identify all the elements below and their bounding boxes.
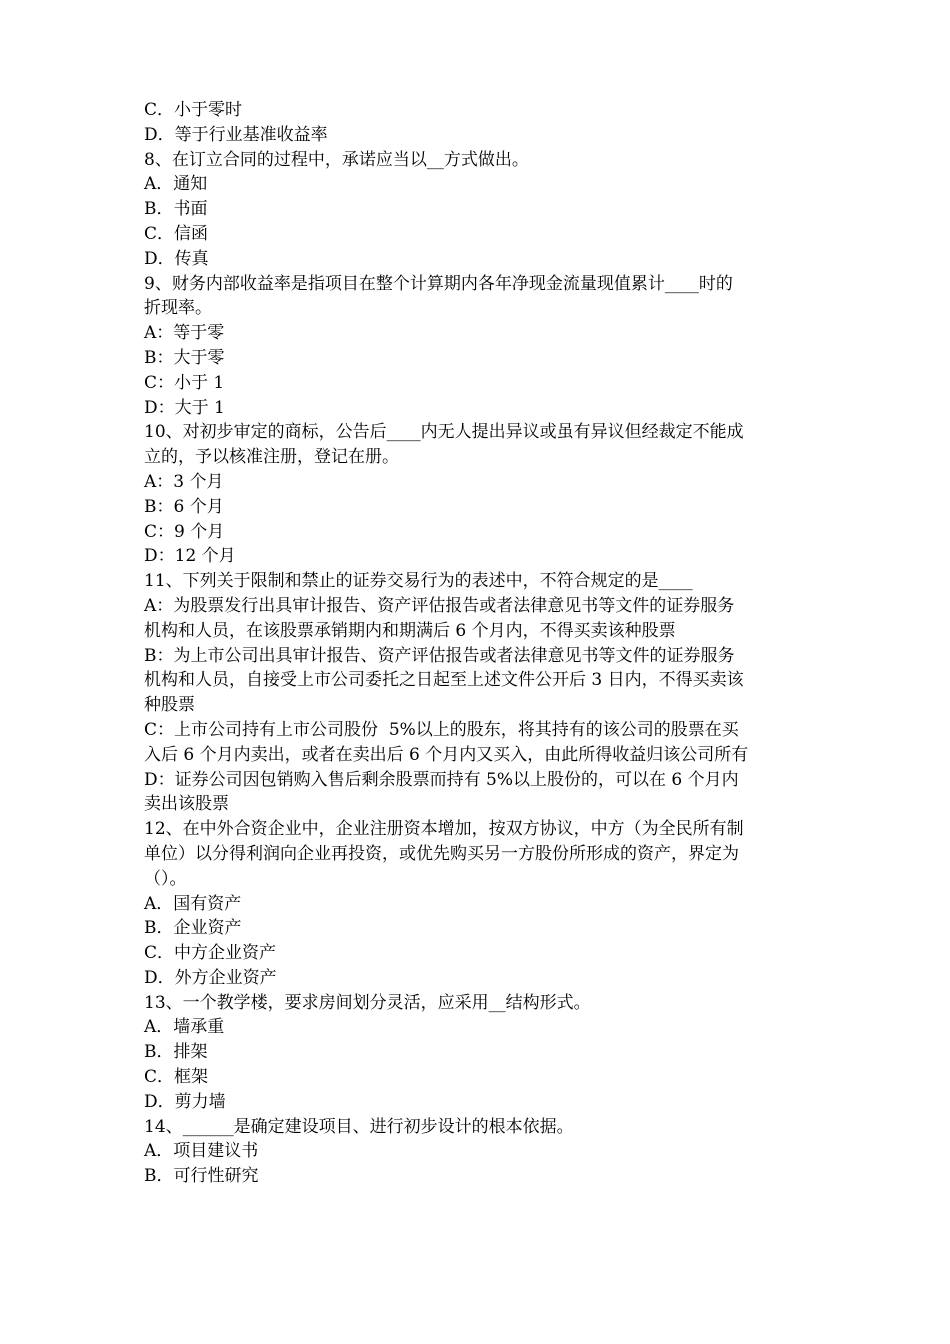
question-13: 13、一个教学楼，要求房间划分灵活，应采用__结构形式。	[144, 992, 591, 1013]
option-line: D：证券公司因包销购入售后剩余股票而持有 5%以上股份的，可以在 6 个月内	[144, 769, 739, 790]
option-line: C：小于 1	[144, 372, 225, 393]
option-line: A．项目建议书	[144, 1141, 259, 1162]
option-line: D：12 个月	[144, 546, 236, 567]
text-line: 机构和人员，在该股票承销期内和期满后 6 个月内，不得买卖该种股票	[144, 620, 676, 641]
option-line: B：为上市公司出具审计报告、资产评估报告或者法律意见书等文件的证券服务	[144, 645, 735, 666]
option-line: B．企业资产	[144, 918, 242, 939]
option-line: D．传真	[144, 248, 209, 269]
option-line: B．书面	[144, 199, 208, 220]
text-line: 入后 6 个月内卖出，或者在卖出后 6 个月内又买入，由此所得收益归该公司所有	[144, 744, 749, 765]
option-line: B：6 个月	[144, 496, 224, 517]
option-line: B．可行性研究	[144, 1166, 259, 1187]
option-line: A：为股票发行出具审计报告、资产评估报告或者法律意见书等文件的证券服务	[144, 595, 735, 616]
option-line: A．通知	[144, 174, 208, 195]
option-line: C．中方企业资产	[144, 943, 277, 964]
document-page	[144, 98, 824, 1189]
option-line: A：等于零	[144, 323, 225, 344]
option-line: A．国有资产	[144, 893, 242, 914]
text-line: C．小于零时	[144, 100, 243, 120]
option-line: D．外方企业资产	[144, 967, 277, 988]
text-line: 折现率。	[144, 298, 212, 319]
text-line: 卖出该股票	[144, 794, 229, 815]
option-line: C：9 个月	[144, 521, 225, 542]
text-line: 机构和人员，自接受上市公司委托之日起至上述文件公开后 3 日内，不得买卖该	[144, 670, 744, 691]
text-line: 单位）以分得利润向企业再投资，或优先购买另一方股份所形成的资产，界定为	[144, 843, 739, 864]
text-line: （）。	[144, 868, 187, 889]
option-line: C．框架	[144, 1067, 209, 1088]
question-11: 11、下列关于限制和禁止的证券交易行为的表述中，不符合规定的是____	[144, 571, 693, 592]
question-14: 14、______是确定建设项目、进行初步设计的根本依据。	[144, 1116, 574, 1137]
option-line: C．信函	[144, 223, 209, 244]
text-line: 立的，予以核准注册，登记在册。	[144, 447, 399, 468]
text-line: 种股票	[144, 695, 195, 716]
option-line: C：上市公司持有上市公司股份 5%以上的股东，将其持有的该公司的股票在买	[144, 719, 739, 740]
question-9: 9、财务内部收益率是指项目在整个计算期内各年净现金流量现值累计____时的	[144, 273, 733, 294]
option-line: D：大于 1	[144, 397, 225, 418]
option-line: B．排架	[144, 1042, 208, 1063]
option-line: A．墙承重	[144, 1017, 225, 1038]
option-line: D．剪力墙	[144, 1091, 226, 1112]
option-line: A：3 个月	[144, 471, 224, 492]
text-line: D．等于行业基准收益率	[144, 124, 328, 145]
question-10: 10、对初步审定的商标，公告后____内无人提出异议或虽有异议但经裁定不能成	[144, 422, 744, 443]
option-line: B：大于零	[144, 347, 225, 368]
question-8: 8、在订立合同的过程中，承诺应当以__方式做出。	[144, 149, 529, 170]
question-12: 12、在中外合资企业中，企业注册资本增加，按双方协议，中方（为全民所有制	[144, 819, 744, 840]
